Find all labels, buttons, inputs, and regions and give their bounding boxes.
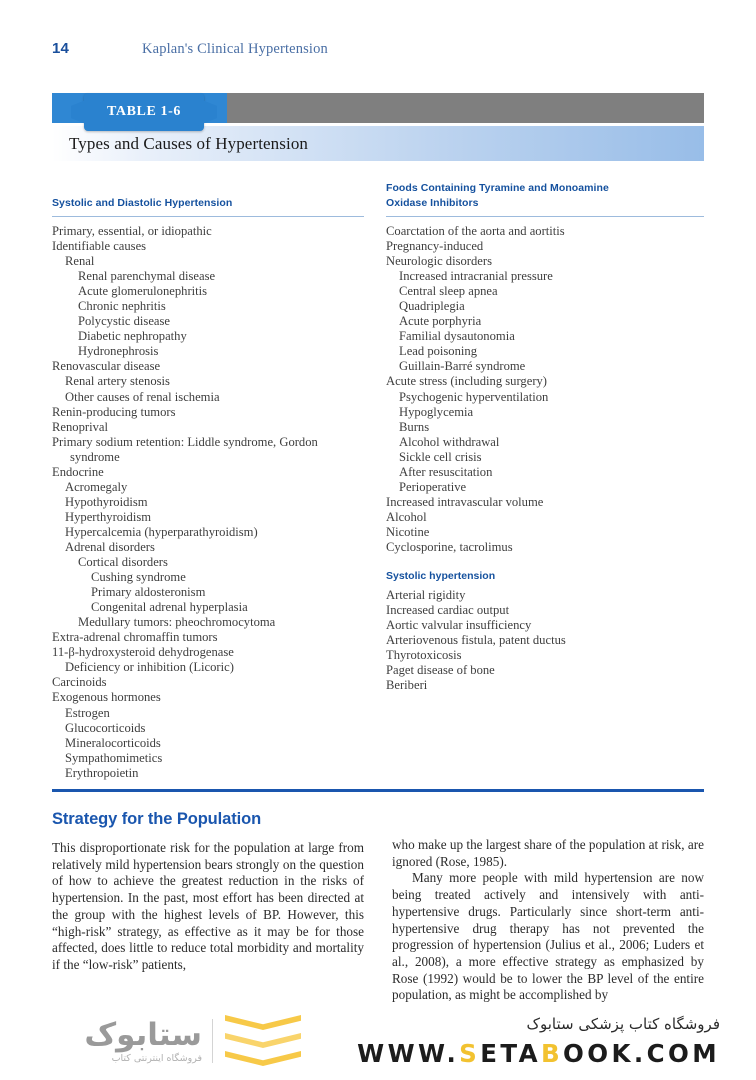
table-column-right [378,171,704,781]
body-text-area [52,810,704,1004]
chevron-bar-3 [225,1051,301,1066]
table-entry: Glucocorticoids [65,720,146,735]
table-entry: 11-β-hydroxysteroid dehydrogenase [52,645,234,660]
column-rule-right [386,216,704,217]
chevron-bar-2 [225,1033,301,1048]
site-tagline: فروشگاه کتاب پزشکی ستابوک [526,1015,720,1033]
table-entry: Lead poisoning [399,344,477,359]
table-entry: Nicotine [386,524,430,539]
table-subsection-heading: Systolic hypertension [386,570,496,583]
table-entry: Exogenous hormones [52,690,161,705]
running-head [52,40,704,66]
table-entry: Erythropoietin [65,765,139,780]
table-entry: Increased intracranial pressure [399,269,553,284]
table-entry: Renal parenchymal disease [78,269,216,284]
table-entry: Arteriovenous fistula, patent ductus [386,633,566,648]
table-title: Types and Causes of Hypertension [69,133,309,153]
section-heading: Strategy for the Population [52,810,262,828]
table-columns [52,161,704,781]
table-entry: Central sleep apnea [399,284,498,299]
paragraph: who make up the largest share of the population at risk, are ignored (Rose, 1985). [392,837,704,869]
logo-sub-text: فروشگاه اینترنتی کتاب [111,1052,202,1064]
page-number: 14 [52,40,70,57]
table-entry: Diabetic nephropathy [78,329,187,344]
logo-main-text: ستابوک [84,1016,202,1053]
table-entry-continuation: syndrome [70,449,120,464]
table-entry: Renal [65,254,95,269]
table-entry: Renoprival [52,419,108,434]
body-column-left [52,810,364,1004]
column-heading-right-line-1: Foods Containing Tyramine and Monoamine [386,182,609,194]
book-title: Kaplan's Clinical Hypertension [142,41,328,57]
footer-watermark [0,1002,756,1080]
table-entry: Perioperative [399,479,467,494]
table-entry: Aortic valvular insufficiency [386,618,532,633]
table-entry-list-left [52,224,364,781]
table-entry: After resuscitation [399,464,493,479]
table-entry: Acromegaly [65,479,128,494]
table-entry: Cortical disorders [78,555,168,570]
table-entry: Acute stress (including surgery) [386,374,548,389]
table-entry: Renal artery stenosis [65,374,170,389]
table-bottom-rule [52,789,704,792]
table-entry: Cyclosporine, tacrolimus [386,539,513,554]
table-entry: Extra-adrenal chromaffin tumors [52,630,218,645]
table-entry: Polycystic disease [78,314,170,329]
table-entry: Quadriplegia [399,299,465,314]
table-entry: Primary, essential, or idiopathic [52,224,212,238]
table-entry: Thyrotoxicosis [386,648,462,663]
table-title-bar [52,126,704,161]
table-entry: Arterial rigidity [386,588,466,603]
site-url [350,1039,720,1069]
table-entry: Hypothyroidism [65,494,148,509]
table-entry: Familial dysautonomia [399,329,515,344]
table-entry: Primary aldosteronism [91,585,206,600]
logo-wordmark [42,1018,202,1065]
table-entry: Primary sodium retention: Liddle syndrome, Gordon [52,434,318,449]
table-entry: Paget disease of bone [386,663,495,678]
table-entry: Alcohol [386,509,427,524]
table-entry: Adrenal disorders [65,539,155,554]
table-entry: Congenital adrenal hyperplasia [91,600,248,615]
table-entry: Alcohol withdrawal [399,434,500,449]
table-entry: Psychogenic hyperventilation [399,389,549,404]
table-entry: Acute porphyria [399,314,482,329]
table-entry: Renovascular disease [52,359,161,374]
table-entry: Increased intravascular volume [386,494,544,509]
table-entry: Beriberi [386,678,428,693]
logo-divider [212,1019,213,1063]
table-entry: Increased cardiac output [386,603,510,618]
table-entry: Sympathomimetics [65,750,163,765]
setabook-logo [42,1010,304,1072]
table-entry: Sickle cell crisis [399,449,482,464]
column-heading-right-line-2: Oxidase Inhibitors [386,197,479,209]
table-entry: Estrogen [65,705,110,720]
table-entry: Cushing syndrome [91,570,186,585]
column-heading-right [386,171,704,216]
chevron-icon [225,1015,301,1067]
table-number-ribbon [84,93,204,131]
body-column-right [392,810,704,1004]
table-entry: Other causes of renal ischemia [65,389,220,404]
table-entry-list-right [386,224,704,555]
table-entry: Neurologic disorders [386,254,492,269]
table-entry: Identifiable causes [52,239,147,254]
table-entry: Hyperthyroidism [65,509,152,524]
chevron-bar-1 [225,1015,301,1030]
table-entry: Carcinoids [52,675,107,690]
table-entry: Burns [399,419,430,434]
table-number-label: TABLE 1-6 [107,104,181,119]
table-entry: Renin-producing tumors [52,404,176,419]
table-entry: Coarctation of the aorta and aortitis [386,224,565,238]
table-entry: Mineralocorticoids [65,735,161,750]
table-entry: Medullary tumors: pheochromocytoma [78,615,276,630]
paragraph: This disproportionate risk for the population at large from relatively mild hypertension bears strongly on the question of how to achieve the greatest reduction in the risks of hypertension. In the past, most effort has been directed at the group with the highest levels of BP. However, this “high-risk” strategy, as effective as it may be for those affected, does little to reduce total morbidity and mortality if the “low-risk” patients, [52,840,364,972]
table-entry: Hypoglycemia [399,404,474,419]
table-1-6 [52,93,704,792]
table-entry: Deficiency or inhibition (Licoric) [65,660,234,675]
site-branding [350,1012,720,1069]
column-heading-left-line-1: Systolic and Diastolic Hypertension [52,197,233,209]
site-url-text: WWW.SETABOOK.COM [357,1039,720,1068]
table-entry: Hydronephrosis [78,344,159,359]
table-column-left [52,171,378,781]
table-subsection-entry-list [386,588,704,693]
column-rule-left [52,216,364,217]
table-topbar [52,93,704,123]
paragraph: Many more people with mild hypertension are now being treated actively and intensively with anti-hypertensive drugs. Particularly since short-term anti-hypertensive drug therapy has not prevented the progression of hypertension (Julius et al., 2006; Luders et al., 2008), a more effective strategy as emphasized by Rose (1992) would be to lower the BP level of the entire population, as might be accomplished by [392,870,704,1003]
table-entry: Chronic nephritis [78,299,166,314]
table-entry: Hypercalcemia (hyperparathyroidism) [65,524,258,539]
table-entry: Pregnancy-induced [386,239,484,254]
column-heading-left [52,171,364,216]
table-entry: Acute glomerulonephritis [78,284,208,299]
column-top-spacer [392,810,704,837]
table-entry: Guillain-Barré syndrome [399,359,526,374]
table-entry: Endocrine [52,464,104,479]
